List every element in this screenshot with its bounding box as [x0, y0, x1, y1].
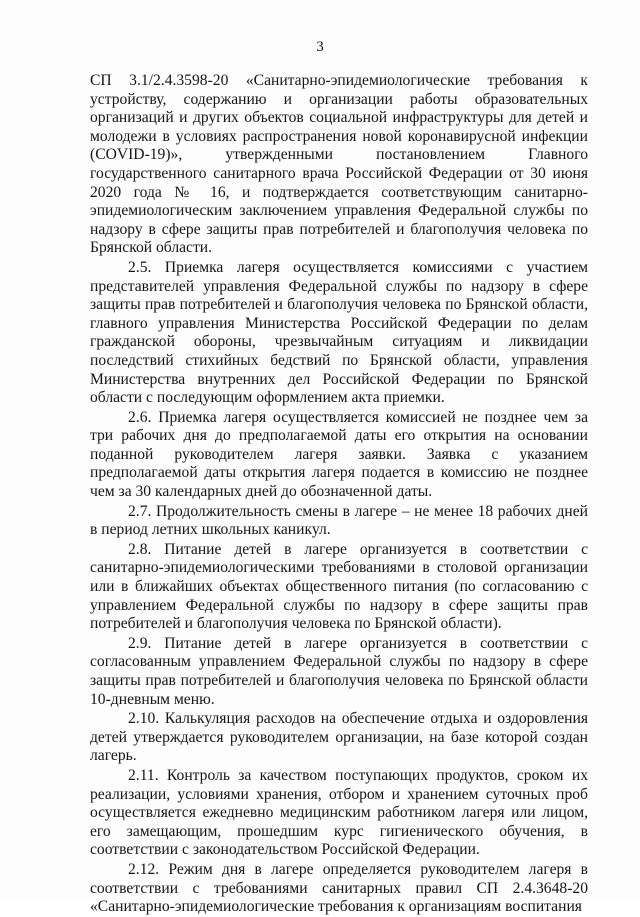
paragraph-2-9: 2.9. Питание детей в лагере организуется в соответствии с согласованным управлением Федеральной службы по надзору в сфере защиты прав потребителей и благополучия человека по Брянской области 10-дневным меню. — [90, 634, 588, 708]
paragraph-2-10: 2.10. Калькуляция расходов на обеспечение отдыха и оздоровления детей утверждается руководителем организации, на базе которой создан лагерь. — [90, 710, 588, 765]
paragraph-2-12: 2.12. Режим дня в лагере определяется руководителем лагеря в соответствии с требованиями санитарных правил СП 2.4.3648-20 «Санитарно-эпидемиологические требования к организациям воспитания — [90, 860, 588, 916]
paragraph-2-5: 2.5. Приемка лагеря осуществляется комиссиями с участием представителей управления Федеральной службы по надзору в сфере защиты прав потребителей и благополучия человека по Брянской области, главного управления Министерства Российской Федерации по делам гражданской обороны, чрезвычайным ситуациям и ликвидации последствий стихийных бедствий по Брянской области, управления Министерства внутренних дел Российской Федерации по Брянской области с последующим оформлением акта приемки. — [90, 258, 588, 407]
paragraph-2-6: 2.6. Приемка лагеря осуществляется комиссией не позднее чем за три рабочих дня до предполагаемой даты его открытия на основании поданной руководителем лагеря заявки. Заявка с указанием предполагаемой даты открытия лагеря подается в комиссию не позднее чем за 30 календарных дней до обозначенной даты. — [90, 408, 588, 501]
page-number: 3 — [316, 39, 324, 55]
paragraph-continuation: СП 3.1/2.4.3598-20 «Санитарно-эпидемиологические требования к устройству, содержанию и организации работы образовательных организаций и других объектов социальной инфраструктуры для детей и молодежи в условиях распространения новой коронавирусной инфекции (COVID-19)», утвержденными постановлением Главного государственного санитарного врача Российской Федерации от 30 июня 2020 года № 16, и подтверждается соответствующим санитарно-эпидемиологическим заключением управления Федеральной службы по надзору в сфере защиты прав потребителей и благополучия человека по Брянской области. — [90, 72, 588, 257]
document-body — [90, 72, 588, 917]
paragraph-2-11: 2.11. Контроль за качеством поступающих продуктов, сроком их реализации, условиями хранения, отбором и хранением суточных проб осуществляется ежедневно медицинским работником лагеря или лицом, его замещающим, прошедшим курс гигиенического обучения, в соответствии с законодательством Российской Федерации. — [90, 766, 588, 859]
paragraph-2-7: 2.7. Продолжительность смены в лагере – не менее 18 рабочих дней в период летних школьных каникул. — [90, 502, 588, 539]
paragraph-2-8: 2.8. Питание детей в лагере организуется в соответствии с санитарно-эпидемиологическими требованиями в столовой организации или в ближайших объектах общественного питания (по согласованию с управлением Федеральной службы по надзору в сфере защиты прав потребителей и благополучия человека по Брянской области). — [90, 540, 588, 633]
